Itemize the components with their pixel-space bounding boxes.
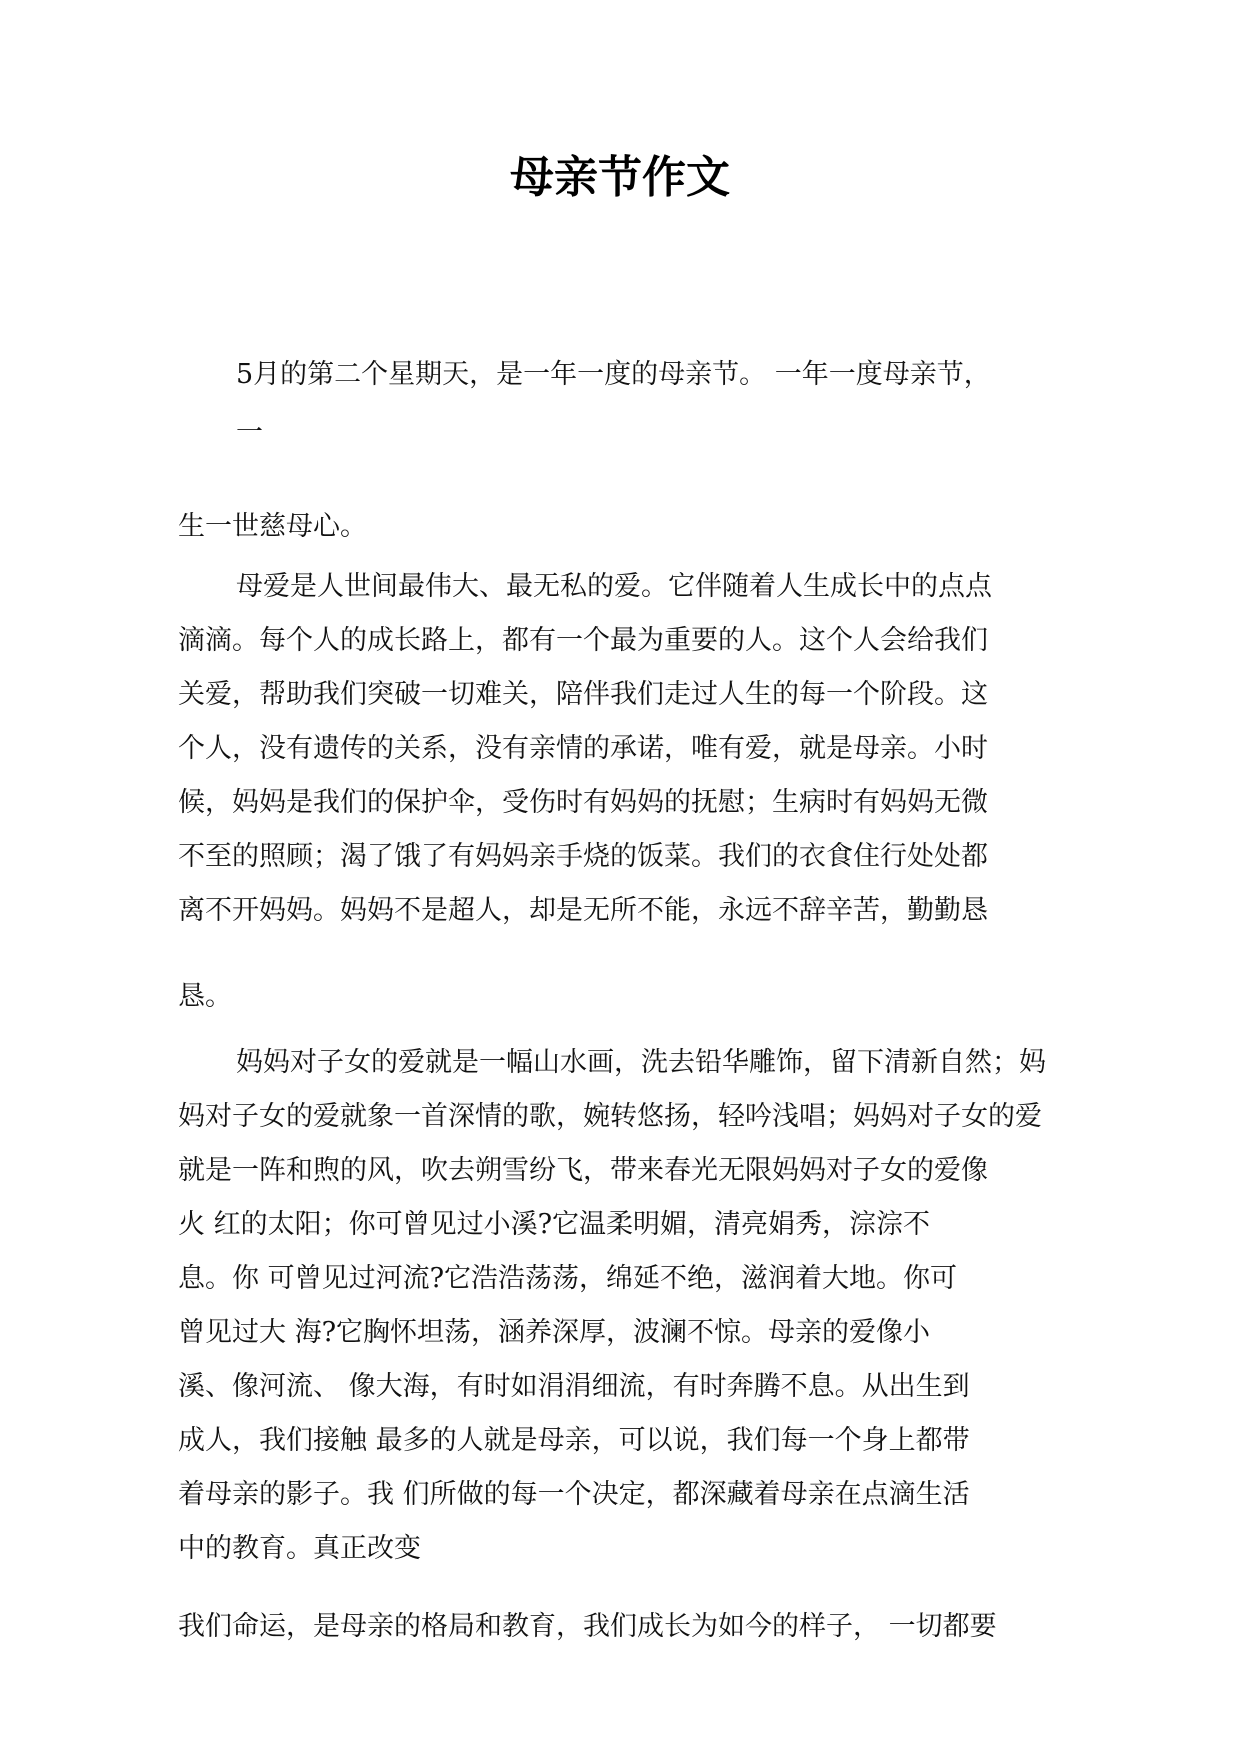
text-line: 个人，没有遗传的关系，没有亲情的承诺，唯有爱，就是母亲。小时 — [178, 733, 988, 764]
text-line: 火 红的太阳；你可曾见过小溪?它温柔明媚，清亮娟秀，淙淙不 — [178, 1209, 931, 1240]
text-line: 息。你 可曾见过河流?它浩浩荡荡，绵延不绝，滋润着大地。你可 — [178, 1263, 958, 1294]
text-line: 关爱，帮助我们突破一切难关，陪伴我们走过人生的每一个阶段。这 — [178, 679, 988, 710]
text-line: 候，妈妈是我们的保护伞，受伤时有妈妈的抚慰；生病时有妈妈无微 — [178, 787, 988, 818]
text-line: 滴滴。每个人的成长路上，都有一个最为重要的人。这个人会给我们 — [178, 625, 988, 656]
text-line: 5月的第二个星期天，是一年一度的母亲节。 一年一度母亲节， — [236, 359, 991, 390]
text-line: 溪、像河流、 像大海，有时如涓涓细流，有时奔腾不息。从出生到 — [178, 1371, 970, 1402]
text-line: 妈妈对子女的爱就是一幅山水画，洗去铅华雕饰，留下清新自然；妈 — [236, 1047, 1046, 1078]
text-line: 妈对子女的爱就象一首深情的歌，婉转悠扬，轻吟浅唱；妈妈对子女的爱 — [178, 1101, 1042, 1132]
text-line: 着母亲的影子。我 们所做的每一个决定，都深藏着母亲在点滴生活 — [178, 1479, 970, 1510]
text-line: 就是一阵和煦的风，吹去朔雪纷飞，带来春光无限妈妈对子女的爱像 — [178, 1155, 988, 1186]
text-line: 母爱是人世间最伟大、最无私的爱。它伴随着人生成长中的点点 — [236, 571, 992, 602]
text-line: 中的教育。真正改变 — [178, 1533, 421, 1564]
text-line: 离不开妈妈。妈妈不是超人，却是无所不能，永远不辞辛苦，勤勤恳 — [178, 895, 988, 926]
text-line: 恳。 — [178, 981, 232, 1012]
text-line: 一 — [236, 417, 263, 448]
text-line: 生一世慈母心。 — [178, 511, 367, 542]
text-line: 曾见过大 海?它胸怀坦荡，涵养深厚，波澜不惊。母亲的爱像小 — [178, 1317, 931, 1348]
text-line: 我们命运，是母亲的格局和教育，我们成长为如今的样子， 一切都要 — [178, 1611, 997, 1642]
document-title: 母亲节作文 — [510, 152, 730, 203]
text-line: 不至的照顾；渴了饿了有妈妈亲手烧的饭菜。我们的衣食住行处处都 — [178, 841, 988, 872]
text-line: 成人，我们接触 最多的人就是母亲，可以说，我们每一个身上都带 — [178, 1425, 970, 1456]
